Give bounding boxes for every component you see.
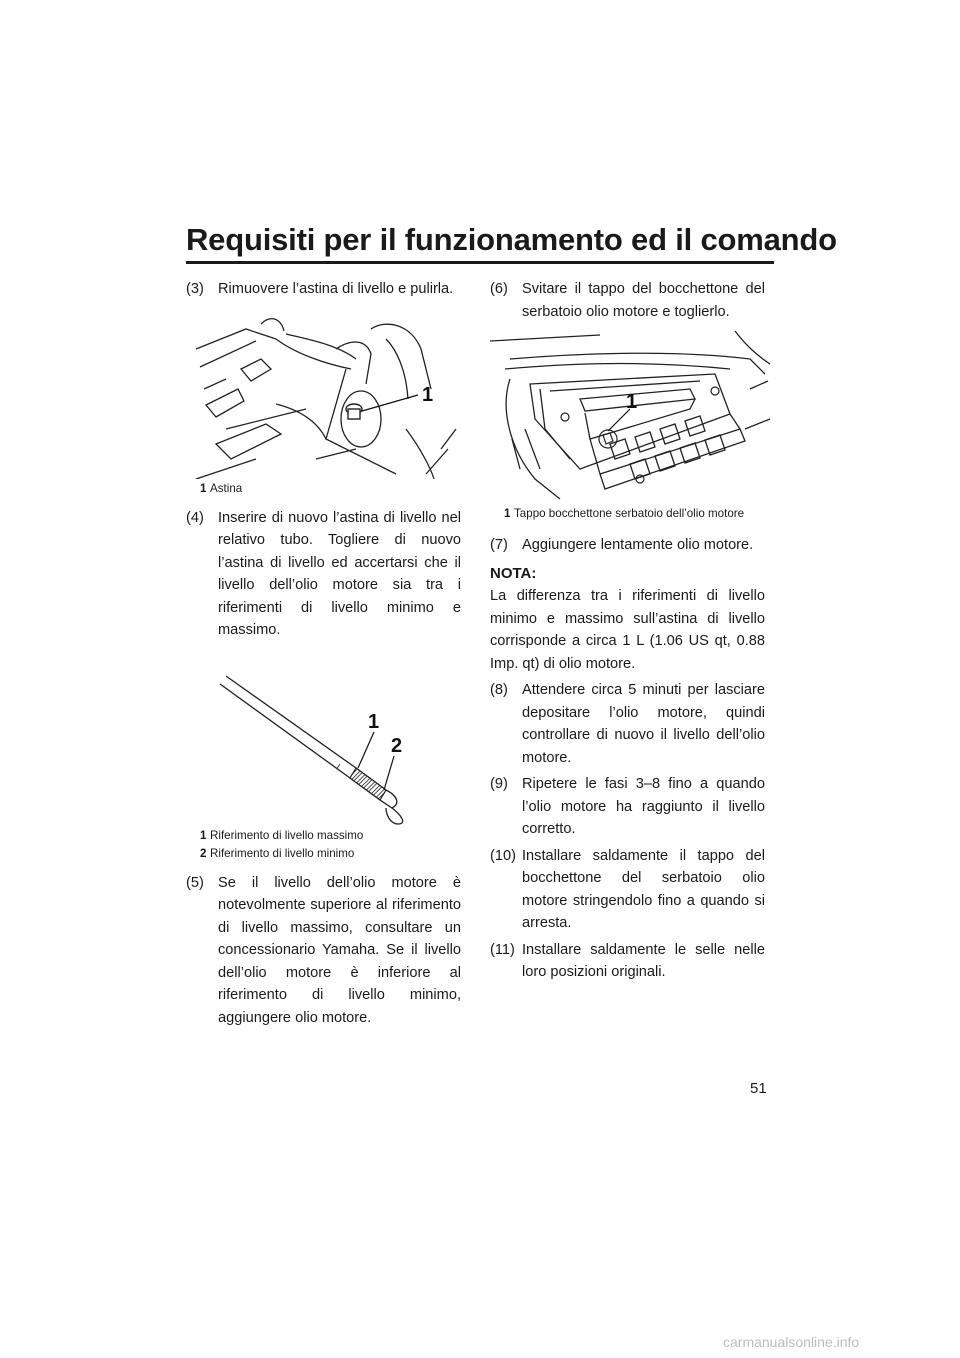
title-rule bbox=[186, 261, 774, 264]
step-number: (6) bbox=[490, 281, 508, 297]
step-number: (11) bbox=[490, 941, 515, 958]
step-number: (10) bbox=[490, 847, 516, 864]
svg-text:L: L bbox=[334, 761, 344, 772]
figure-caption bbox=[200, 481, 461, 497]
step-4 bbox=[186, 507, 461, 642]
step-9 bbox=[490, 773, 765, 841]
step-text: Svitare il tappo del bocchettone del serbatoio olio motore e toglierlo. bbox=[522, 281, 765, 320]
figure-caption bbox=[200, 828, 461, 844]
caption-number: 1 bbox=[504, 507, 511, 520]
step-6 bbox=[490, 278, 765, 323]
step-5 bbox=[186, 872, 461, 1030]
caption-text: Riferimento di livello massimo bbox=[210, 828, 364, 842]
figure-caption bbox=[504, 506, 765, 522]
watermark: carmanualsonline.info bbox=[723, 1334, 860, 1350]
step-number: (4) bbox=[186, 509, 204, 526]
caption-text: Tappo bocchettone serbatoio dell’olio motore bbox=[514, 507, 745, 520]
step-text: Aggiungere lentamente olio motore. bbox=[522, 537, 754, 553]
oil-filler-cap-figure bbox=[490, 329, 765, 522]
note-text: La differenza tra i riferimenti di livello minimo e massimo sull’astina di livello corrisponde a circa 1 L (1.06 US qt, 0.88 Imp. qt) di olio motore. bbox=[490, 588, 765, 672]
step-8 bbox=[490, 679, 765, 769]
step-number: (7) bbox=[490, 537, 508, 553]
step-number: (9) bbox=[490, 776, 508, 792]
step-11 bbox=[490, 939, 765, 984]
caption-text: Astina bbox=[210, 481, 243, 495]
step-text: Ripetere le fasi 3–8 fino a quando l’olio motore ha raggiunto il livello corretto. bbox=[522, 776, 765, 837]
step-text: Attendere circa 5 minuti per lasciare depositare l’olio motore, quindi controllare di nuovo il livello dell’olio motore. bbox=[522, 682, 765, 766]
left-column bbox=[186, 278, 461, 1029]
step-3 bbox=[186, 278, 461, 301]
right-column bbox=[490, 278, 765, 984]
dipstick-location-illustration bbox=[186, 309, 466, 479]
step-number: (8) bbox=[490, 682, 508, 698]
step-number: (3) bbox=[186, 281, 204, 297]
step-text: Installare saldamente il tappo del bocchettone del serbatoio olio motore stringendolo fino a quando si arresta. bbox=[522, 847, 765, 931]
step-text: Se il livello dell’olio motore è notevolmente superiore al riferimento di livello massimo, consultare un concessionario Yamaha. Se il livello dell’olio motore è inferiore al riferimento di livello minimo, aggiungere olio motore. bbox=[218, 874, 461, 1026]
caption-text: Riferimento di livello minimo bbox=[210, 846, 355, 860]
oil-filler-cap-illustration bbox=[490, 329, 775, 504]
step-number: (5) bbox=[186, 874, 204, 891]
figure-caption bbox=[200, 846, 461, 862]
step-text: Inserire di nuovo l’astina di livello nel relativo tubo. Togliere di nuovo l’astina di livello ed accertarsi che il livello dell’olio motore sia tra i riferimenti di livello minimo e massimo. bbox=[218, 509, 461, 638]
caption-number: 1 bbox=[200, 828, 207, 842]
caption-number: 2 bbox=[200, 846, 207, 860]
dipstick-marks-figure bbox=[186, 656, 461, 862]
figure2-callout-2: 2 bbox=[391, 734, 403, 757]
dipstick-marks-illustration bbox=[186, 656, 466, 826]
figure2-callout-1: 1 bbox=[368, 710, 380, 733]
page-title: Requisiti per il funzionamento ed il comando bbox=[186, 222, 837, 257]
step-text: Rimuovere l’astina di livello e pulirla. bbox=[218, 281, 454, 297]
dipstick-location-figure bbox=[186, 309, 461, 497]
step-7 bbox=[490, 534, 765, 557]
figure1-callout: 1 bbox=[422, 383, 434, 406]
caption-number: 1 bbox=[200, 481, 207, 495]
step-text: Installare saldamente le selle nelle loro posizioni originali. bbox=[522, 941, 765, 980]
page-number: 51 bbox=[750, 1080, 767, 1097]
figure3-callout: 1 bbox=[626, 391, 638, 413]
step-10 bbox=[490, 845, 765, 935]
note-heading: NOTA: bbox=[490, 564, 537, 582]
